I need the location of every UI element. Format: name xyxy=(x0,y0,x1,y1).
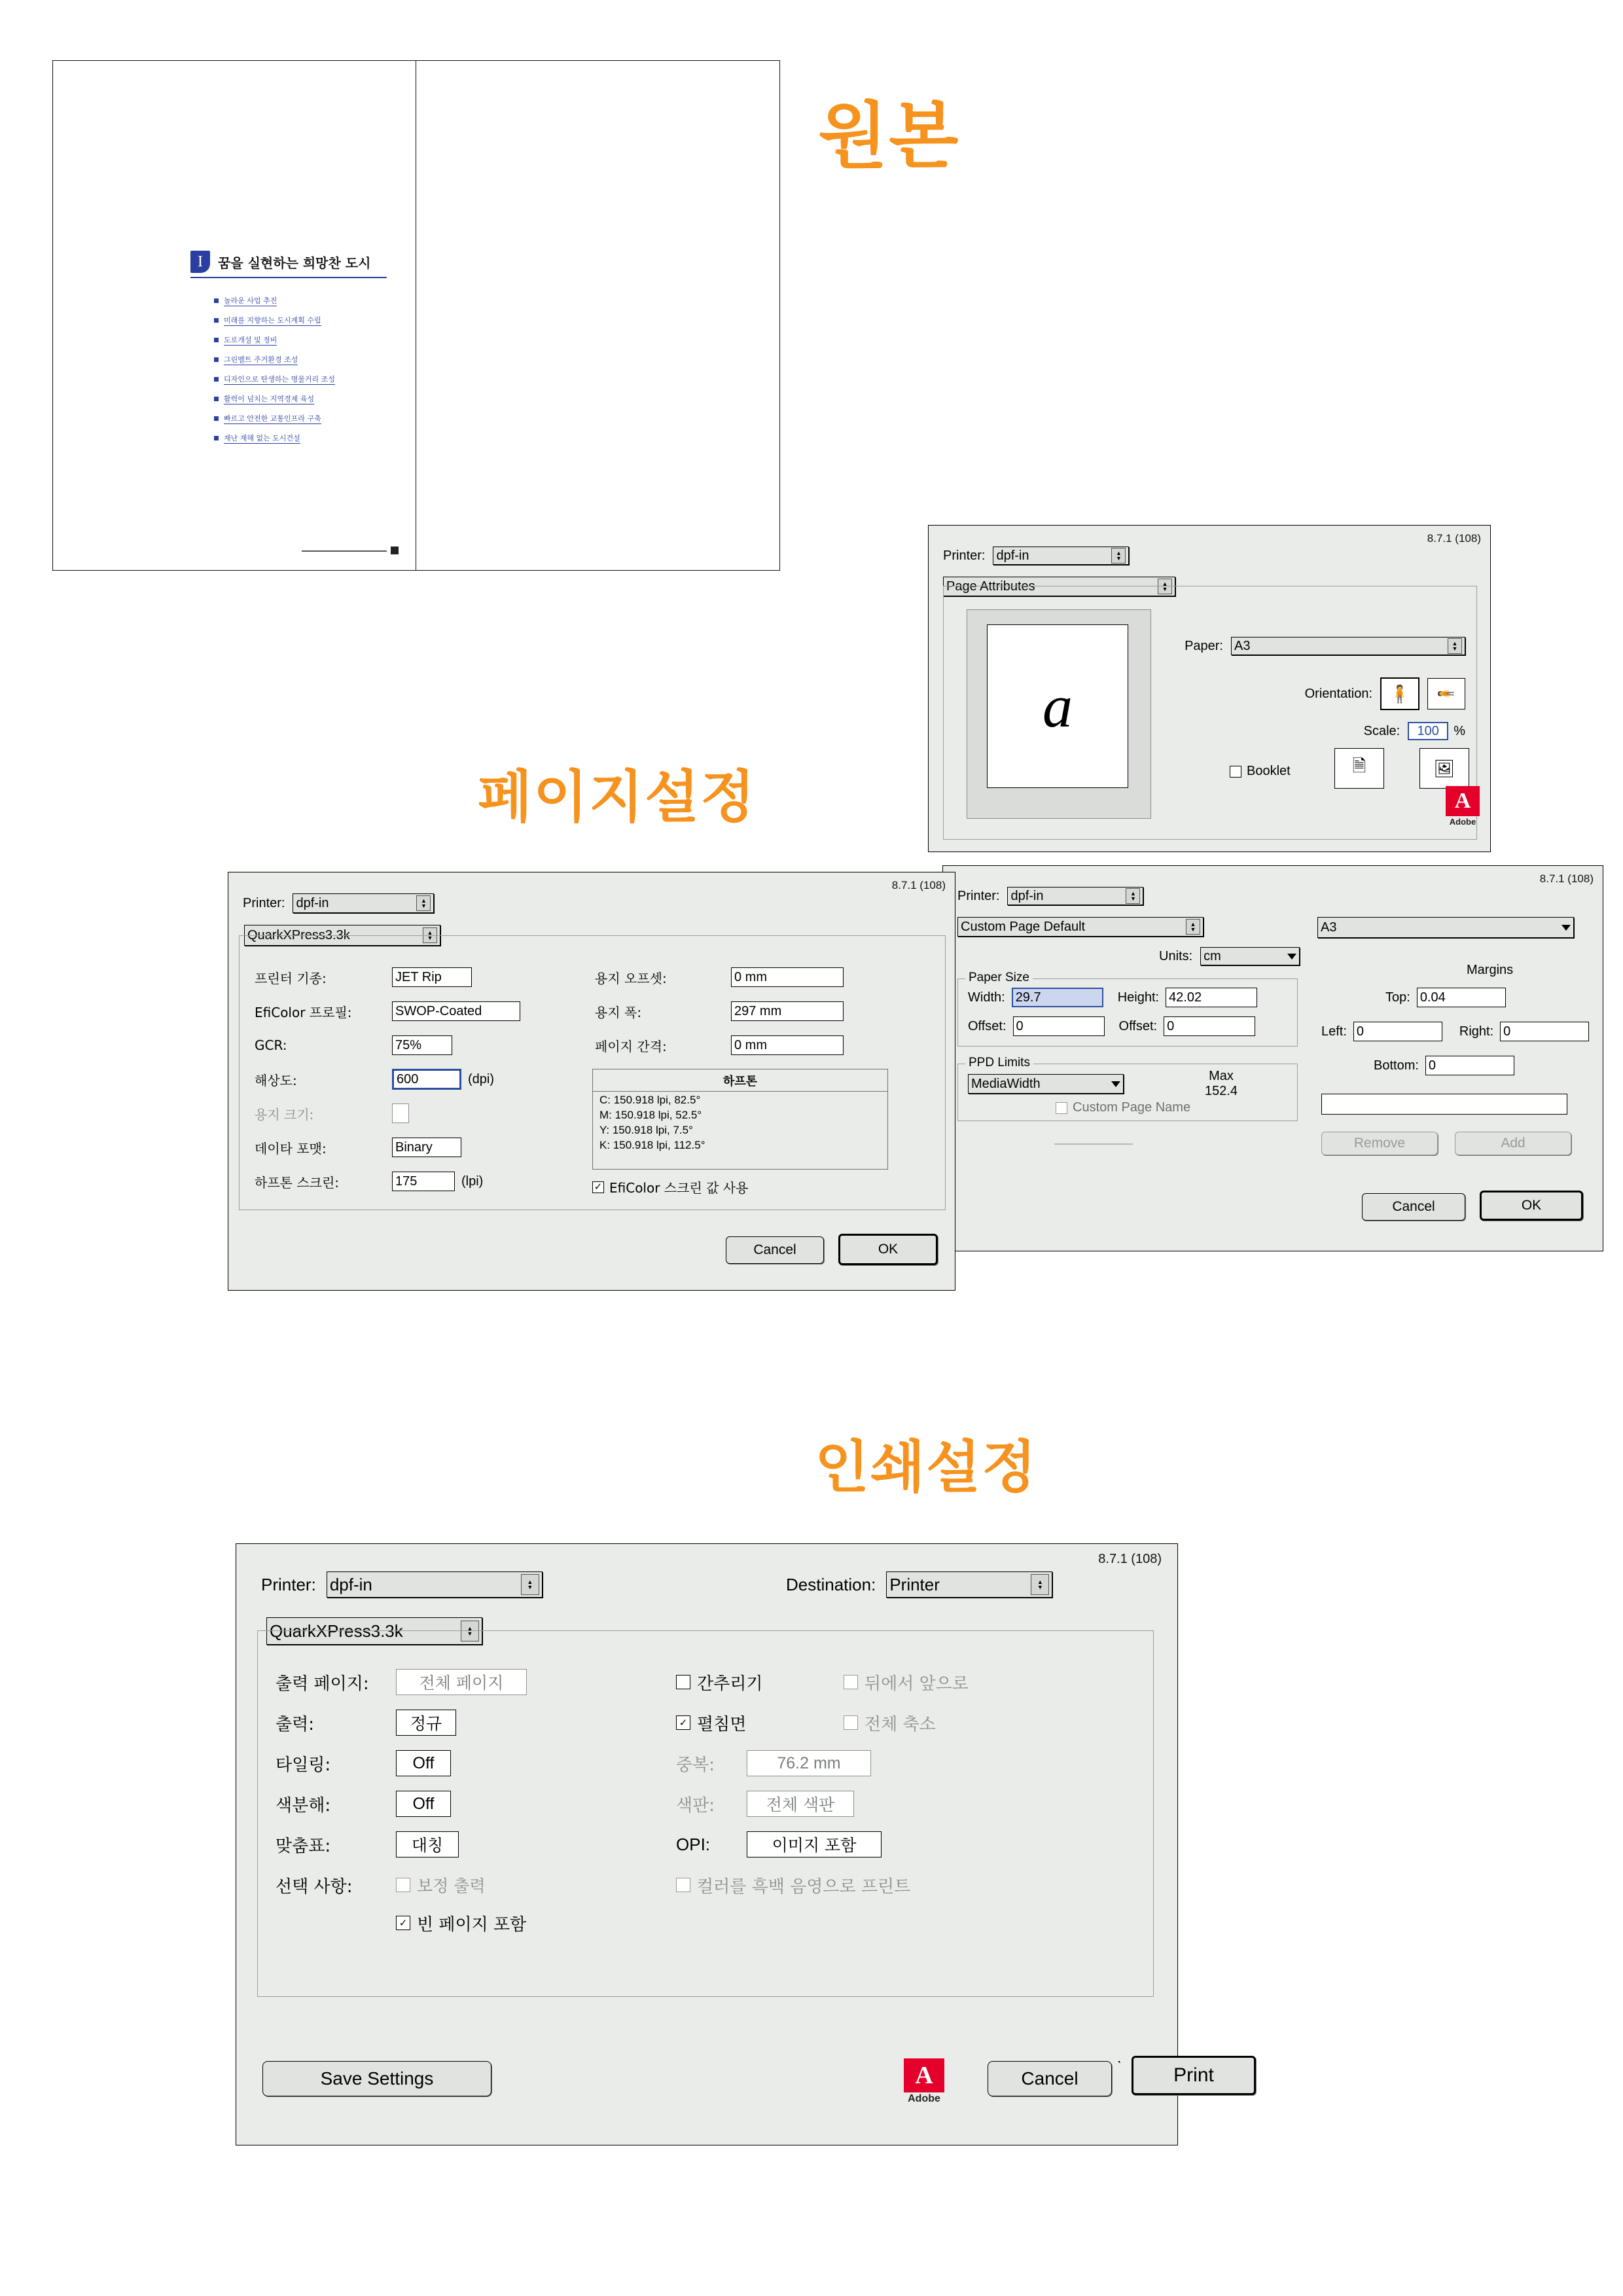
left-label: Left: xyxy=(1321,1024,1347,1039)
field-unit: (lpi) xyxy=(461,1174,484,1189)
page-preview-sheet xyxy=(987,624,1128,788)
options-label: 선택 사항: xyxy=(276,1876,353,1897)
units-value: cm xyxy=(1204,948,1221,963)
right-field-rows xyxy=(595,960,922,1062)
destination-value: Printer xyxy=(889,1574,940,1594)
halftone-title: 하프톤 xyxy=(593,1069,887,1092)
row-label: OPI: xyxy=(676,1834,711,1854)
toc-item-label: 그린벨트 주거환경 조성 xyxy=(224,355,298,364)
booklet-label: Booklet xyxy=(1247,764,1291,778)
version-stamp: 8.7.1 (108) xyxy=(891,879,946,891)
field-value[interactable] xyxy=(731,967,844,987)
field-label: 용지 크기: xyxy=(255,1106,314,1122)
chevron-updown-icon: ▲ ▼ xyxy=(1448,638,1462,654)
offset-label-right: Offset: xyxy=(1118,1018,1158,1033)
chevron-updown-icon: ▲ ▼ xyxy=(423,927,437,943)
field-label: 프린터 기종: xyxy=(255,970,327,986)
preview-glyph: a xyxy=(1043,673,1073,740)
collate-checkbox[interactable] xyxy=(676,1675,690,1689)
destination-label: Destination: xyxy=(786,1574,876,1594)
paper-size-title: Paper Size xyxy=(965,971,1033,985)
toc-item-label: 디자인으로 탄생하는 명물거리 조성 xyxy=(224,375,335,384)
panel-select[interactable] xyxy=(957,917,1204,937)
top-margin-row xyxy=(1385,988,1506,1007)
printer-select[interactable] xyxy=(327,1571,543,1598)
toc-item-label: 도로개설 및 정비 xyxy=(224,336,277,344)
cancel-button[interactable]: Cancel xyxy=(1362,1193,1465,1221)
printer-select[interactable] xyxy=(1007,887,1143,905)
orientation-label: Orientation: xyxy=(1304,686,1372,701)
version-stamp: 8.7.1 (108) xyxy=(1098,1552,1162,1566)
paper-label: Paper: xyxy=(1185,638,1223,653)
ppd-limit-select[interactable] xyxy=(968,1074,1124,1094)
print-colors-as-grays-checkbox[interactable] xyxy=(676,1878,690,1892)
chevron-updown-icon: ▲ ▼ xyxy=(416,895,431,911)
row-value[interactable] xyxy=(747,1831,882,1857)
print-row xyxy=(276,1743,642,1784)
field-text: 75% xyxy=(395,1037,422,1052)
halftone-box xyxy=(592,1069,888,1170)
booklet-flip-icon: 🖼 xyxy=(1433,758,1455,778)
row-value[interactable] xyxy=(396,1669,527,1695)
chevron-updown-icon: ▲ ▼ xyxy=(1111,548,1126,564)
cancel-button[interactable] xyxy=(1118,2061,1120,2062)
document-title-rule xyxy=(190,277,387,278)
field-label: EfiColor 프로필: xyxy=(255,1004,352,1020)
height-label: Height: xyxy=(1117,990,1160,1005)
print-main-button[interactable]: Print xyxy=(1132,2056,1256,2095)
chevron-updown-icon: ▲ ▼ xyxy=(521,1574,539,1595)
row-label: 출력: xyxy=(276,1714,314,1734)
bullet-icon xyxy=(214,298,219,303)
field-value[interactable] xyxy=(731,1035,844,1055)
printer-row xyxy=(943,547,1129,565)
back-to-front-checkbox[interactable] xyxy=(844,1675,858,1689)
top-margin-input[interactable] xyxy=(1417,988,1506,1007)
field-text: JET Rip xyxy=(395,969,442,984)
print-colors-as-grays-label: 컬러를 흑백 음영으로 프린트 xyxy=(697,1876,911,1897)
booklet-checkbox[interactable] xyxy=(1230,766,1241,778)
right-value: 0 xyxy=(1503,1024,1511,1039)
field-label: 페이지 간격: xyxy=(595,1038,667,1054)
row-label: 색판: xyxy=(676,1795,715,1816)
ppd-max-readout xyxy=(1159,1069,1283,1099)
adobe-caption: Adobe xyxy=(1449,817,1476,827)
toc-item xyxy=(214,433,410,444)
adobe-logo xyxy=(1446,786,1480,827)
chevron-updown-icon: ▲ ▼ xyxy=(1158,579,1172,594)
document-toc xyxy=(214,295,410,452)
scale-input[interactable] xyxy=(1408,722,1448,740)
print-row xyxy=(276,1784,642,1824)
panel-value: Page Attributes xyxy=(946,579,1035,594)
page-attributes-dialog xyxy=(928,525,1491,852)
field-row xyxy=(255,1062,582,1096)
left-margin-input[interactable] xyxy=(1353,1022,1442,1041)
paper-value: A3 xyxy=(1234,638,1251,653)
units-label: Units: xyxy=(1159,948,1193,963)
field-label: 용지 오프셋: xyxy=(595,970,667,986)
custom-page-name-row xyxy=(1056,1100,1190,1115)
offset-value-left: 0 xyxy=(1016,1018,1024,1033)
height-value: 42.02 xyxy=(1169,990,1202,1005)
adobe-logo xyxy=(904,2058,944,2105)
document-title-row xyxy=(190,251,387,273)
max-value: 152.4 xyxy=(1204,1084,1238,1098)
save-settings-button[interactable]: Save Settings xyxy=(262,2061,491,2096)
booklet-layout-icon: 🗎 xyxy=(1352,756,1366,776)
eficolor-row[interactable] xyxy=(592,1177,748,1196)
field-row xyxy=(255,1096,582,1130)
orientation-row xyxy=(1184,677,1465,710)
adobe-mark: A xyxy=(1446,786,1480,816)
include-blank-pages-label: 빈 페이지 포함 xyxy=(417,1914,527,1935)
printer-value: dpf-in xyxy=(1010,888,1044,903)
field-text: 0 mm xyxy=(734,1037,767,1052)
halftone-line: M: 150.918 lpi, 52.5° xyxy=(599,1109,702,1121)
printer-label: Printer: xyxy=(261,1574,316,1594)
row-label: 맞춤표: xyxy=(276,1836,331,1856)
back-to-front-label: 뒤에서 앞으로 xyxy=(865,1674,969,1694)
include-blank-pages-checkbox[interactable]: ✓ xyxy=(396,1916,410,1930)
print-check-row xyxy=(676,1662,1134,1702)
scale-unit: % xyxy=(1454,723,1465,738)
height-input[interactable] xyxy=(1166,988,1257,1007)
cancel-button[interactable]: Cancel xyxy=(726,1236,824,1264)
printer-label: Printer: xyxy=(243,895,285,910)
field-row xyxy=(255,960,582,994)
bullet-icon xyxy=(214,436,219,440)
landscape-icon: 🧍 xyxy=(1438,685,1454,703)
print-cancel-button[interactable]: Cancel xyxy=(988,2061,1112,2096)
bullet-icon xyxy=(214,338,219,342)
toc-item xyxy=(214,374,410,385)
printer-row xyxy=(957,887,1143,905)
page-footer-mark xyxy=(391,547,399,554)
preset-value: A3 xyxy=(1321,920,1337,935)
field-row xyxy=(595,994,922,1028)
collate-label: 간추리기 xyxy=(697,1674,763,1694)
row-value[interactable] xyxy=(747,1791,854,1817)
field-text: 175 xyxy=(395,1174,418,1189)
resolution-input[interactable] xyxy=(392,1069,461,1090)
chevron-down-icon xyxy=(1111,1081,1120,1087)
field-text: 600 xyxy=(397,1071,419,1086)
printer-value: dpf-in xyxy=(996,548,1029,563)
row-value[interactable] xyxy=(396,1710,456,1736)
bullet-icon xyxy=(214,397,219,401)
print-row xyxy=(676,1784,1134,1824)
printer-select[interactable] xyxy=(293,893,434,913)
row-text: Off xyxy=(412,1794,435,1813)
blank-pages-row[interactable] xyxy=(276,1905,642,1941)
page-footer-rule xyxy=(302,550,387,552)
booklet-icon-button-1[interactable] xyxy=(1334,748,1384,789)
halftone-line: K: 150.918 lpi, 112.5° xyxy=(599,1139,705,1151)
bottom-value: 0 xyxy=(1428,1058,1436,1073)
toc-item xyxy=(214,413,410,424)
print-options-row xyxy=(276,1865,642,1905)
page-preview xyxy=(967,609,1151,819)
ppd-value: MediaWidth xyxy=(971,1076,1041,1091)
scale-label: Scale: xyxy=(1363,723,1400,738)
adobe-caption: Adobe xyxy=(908,2093,940,2104)
bullet-icon xyxy=(214,416,219,421)
field-text: 0 mm xyxy=(734,969,767,984)
offset-row xyxy=(968,1016,1255,1036)
thumbnails-label: 전체 축소 xyxy=(865,1714,936,1734)
print-row xyxy=(676,1824,1134,1865)
booklet-checkbox-row[interactable] xyxy=(1230,764,1291,779)
row-value[interactable] xyxy=(396,1831,459,1857)
bullet-icon xyxy=(214,318,219,323)
custom-page-default-dialog xyxy=(942,865,1603,1251)
row-text: Off xyxy=(412,1753,435,1772)
print-bw-row[interactable] xyxy=(676,1865,1134,1905)
bullet-icon xyxy=(214,377,219,382)
field-text: 297 mm xyxy=(734,1003,782,1018)
name-list-divider xyxy=(1054,1143,1133,1145)
field-value[interactable] xyxy=(392,1172,455,1191)
chevron-updown-icon: ▲ ▼ xyxy=(1126,888,1140,904)
toc-item xyxy=(214,393,410,404)
top-value: 0.04 xyxy=(1419,990,1446,1005)
add-button[interactable]: Add xyxy=(1455,1132,1571,1155)
quark-options-dialog xyxy=(228,872,955,1291)
left-field-rows xyxy=(255,960,582,1198)
row-label: 색분해: xyxy=(276,1795,331,1816)
chapter-mark-icon: I xyxy=(190,251,210,273)
scale-row xyxy=(1184,722,1465,740)
heading-print-setup: 인쇄설정 xyxy=(815,1435,1038,1500)
chevron-down-icon xyxy=(1287,954,1296,960)
panel-value: QuarkXPress3.3k xyxy=(270,1621,403,1641)
panel-value: QuarkXPress3.3k xyxy=(247,927,350,942)
print-right-rows xyxy=(676,1662,1134,1905)
destination-select[interactable] xyxy=(886,1571,1052,1598)
left-value: 0 xyxy=(1356,1024,1364,1039)
field-label: 데이타 포맷: xyxy=(255,1140,327,1157)
field-row xyxy=(255,1028,582,1062)
portrait-icon: 🧍 xyxy=(1389,683,1411,704)
version-stamp: 8.7.1 (108) xyxy=(1539,872,1594,885)
field-label: 해상도: xyxy=(255,1072,297,1088)
print-row xyxy=(276,1824,642,1865)
margins-title: Margins xyxy=(1467,963,1514,977)
bottom-margin-row xyxy=(1374,1056,1514,1075)
printer-select[interactable] xyxy=(993,547,1129,565)
row-text: 이미지 포함 xyxy=(772,1836,857,1855)
ok-button[interactable]: OK xyxy=(1480,1191,1583,1221)
field-value[interactable] xyxy=(392,1001,520,1021)
offset-value-right: 0 xyxy=(1167,1018,1175,1033)
max-label: Max xyxy=(1209,1069,1234,1083)
printer-value: dpf-in xyxy=(296,895,329,910)
row-value[interactable] xyxy=(396,1750,451,1776)
row-label: 중복: xyxy=(676,1755,715,1775)
printer-label: Printer: xyxy=(943,548,986,563)
orientation-portrait-button[interactable] xyxy=(1380,677,1419,710)
width-value: 29.7 xyxy=(1015,990,1041,1005)
custom-page-name-checkbox[interactable] xyxy=(1056,1102,1067,1114)
print-row xyxy=(276,1662,642,1702)
field-text: Binary xyxy=(395,1139,433,1155)
version-stamp: 8.7.1 (108) xyxy=(1427,532,1481,545)
thumbnails-checkbox[interactable] xyxy=(844,1715,858,1730)
top-label: Top: xyxy=(1385,990,1410,1005)
eficolor-label: EfiColor 스크린 값 사용 xyxy=(609,1180,749,1196)
toc-item xyxy=(214,315,410,326)
row-text: 대칭 xyxy=(411,1836,444,1855)
destination-row xyxy=(786,1571,1052,1598)
calibrated-output-label: 보정 출력 xyxy=(417,1876,486,1895)
printer-value: dpf-in xyxy=(329,1574,372,1594)
field-row xyxy=(595,960,922,994)
paper-row xyxy=(1184,637,1465,655)
print-row xyxy=(676,1743,1134,1784)
print-check-row xyxy=(676,1702,1134,1743)
offset-label-left: Offset: xyxy=(968,1018,1007,1033)
toc-item xyxy=(214,354,410,365)
right-label: Right: xyxy=(1459,1024,1494,1039)
bottom-label: Bottom: xyxy=(1374,1058,1419,1073)
width-label: Width: xyxy=(968,990,1005,1005)
heading-original: 원본 xyxy=(818,94,960,178)
toc-item-label: 놀라운 사업 추진 xyxy=(224,296,277,305)
custom-page-name-label: Custom Page Name xyxy=(1073,1100,1191,1115)
document-preview-spread xyxy=(52,60,780,571)
toc-item xyxy=(214,334,410,346)
bullet-icon xyxy=(214,357,219,362)
scale-value: 100 xyxy=(1417,723,1439,738)
print-row xyxy=(276,1702,642,1743)
field-value[interactable] xyxy=(392,967,472,987)
row-text: 전체 페이지 xyxy=(419,1674,504,1693)
field-row xyxy=(255,994,582,1028)
spreads-label: 펼침면 xyxy=(697,1714,747,1734)
paper-select[interactable] xyxy=(1231,637,1465,655)
width-input[interactable] xyxy=(1012,988,1103,1007)
field-row xyxy=(255,1164,582,1198)
printer-row xyxy=(261,1571,543,1598)
bottom-margin-input[interactable] xyxy=(1425,1056,1514,1075)
right-margin-input[interactable] xyxy=(1500,1022,1589,1041)
toc-item-label: 재난 재해 없는 도시건설 xyxy=(224,434,300,442)
left-margin-row xyxy=(1321,1022,1589,1041)
field-value[interactable] xyxy=(392,1138,461,1157)
row-text: 정규 xyxy=(410,1714,442,1733)
field-value[interactable] xyxy=(392,1035,452,1055)
printer-label: Printer: xyxy=(957,888,1000,903)
offset-input-left[interactable] xyxy=(1013,1016,1105,1036)
units-row xyxy=(1159,947,1300,965)
row-value[interactable] xyxy=(396,1791,451,1817)
units-select[interactable] xyxy=(1200,947,1300,965)
print-dialog xyxy=(236,1543,1214,2145)
spreads-checkbox[interactable]: ✓ xyxy=(676,1715,690,1730)
field-unit: (dpi) xyxy=(468,1071,495,1086)
row-label: 출력 페이지: xyxy=(276,1674,369,1694)
field-text: SWOP-Coated xyxy=(395,1003,482,1018)
toc-item-label: 빠르고 안전한 교통인프라 구축 xyxy=(224,414,321,423)
chevron-updown-icon: ▲ ▼ xyxy=(461,1621,479,1641)
print-left-rows xyxy=(276,1662,642,1941)
booklet-icon-button-2[interactable] xyxy=(1419,748,1469,789)
field-value[interactable] xyxy=(392,1103,409,1123)
preset-select[interactable] xyxy=(1317,917,1574,938)
chevron-updown-icon: ▲ ▼ xyxy=(1186,919,1200,935)
custom-page-name-input[interactable] xyxy=(1321,1094,1567,1115)
row-text: 76.2 mm xyxy=(777,1753,841,1772)
offset-input-right[interactable] xyxy=(1164,1016,1255,1036)
remove-button[interactable]: Remove xyxy=(1321,1132,1438,1155)
ok-button[interactable]: OK xyxy=(838,1234,938,1265)
adobe-mark: A xyxy=(904,2058,944,2092)
field-label: 용지 폭: xyxy=(595,1004,642,1020)
printer-row xyxy=(243,893,434,913)
toc-item-label: 미래를 지향하는 도시계획 수립 xyxy=(224,316,321,325)
ppd-limits-title: PPD Limits xyxy=(965,1056,1033,1070)
field-row xyxy=(255,1130,582,1164)
field-value[interactable] xyxy=(731,1001,844,1021)
width-row xyxy=(968,988,1257,1007)
row-text: 전체 색판 xyxy=(766,1795,835,1814)
eficolor-checkbox[interactable]: ✓ xyxy=(592,1181,604,1193)
row-label: 타일링: xyxy=(276,1755,331,1775)
field-row xyxy=(595,1028,922,1062)
toc-item xyxy=(214,295,410,306)
field-label: 하프톤 스크린: xyxy=(255,1174,340,1191)
chevron-updown-icon: ▲ ▼ xyxy=(1031,1574,1049,1595)
heading-page-setup: 페이지설정 xyxy=(478,764,757,830)
toc-item-label: 활력이 넘치는 지역경제 육성 xyxy=(224,395,315,403)
calibrated-output-checkbox[interactable] xyxy=(396,1878,410,1892)
field-label: GCR: xyxy=(255,1037,287,1053)
panel-value: Custom Page Default xyxy=(961,919,1086,934)
halftone-line: C: 150.918 lpi, 82.5° xyxy=(599,1094,701,1106)
document-title: 꿈을 실현하는 희망찬 도시 xyxy=(218,255,371,271)
row-value[interactable] xyxy=(747,1750,871,1776)
chevron-down-icon xyxy=(1561,925,1571,931)
halftone-line: Y: 150.918 lpi, 7.5° xyxy=(599,1124,693,1136)
orientation-landscape-button[interactable] xyxy=(1427,678,1465,709)
